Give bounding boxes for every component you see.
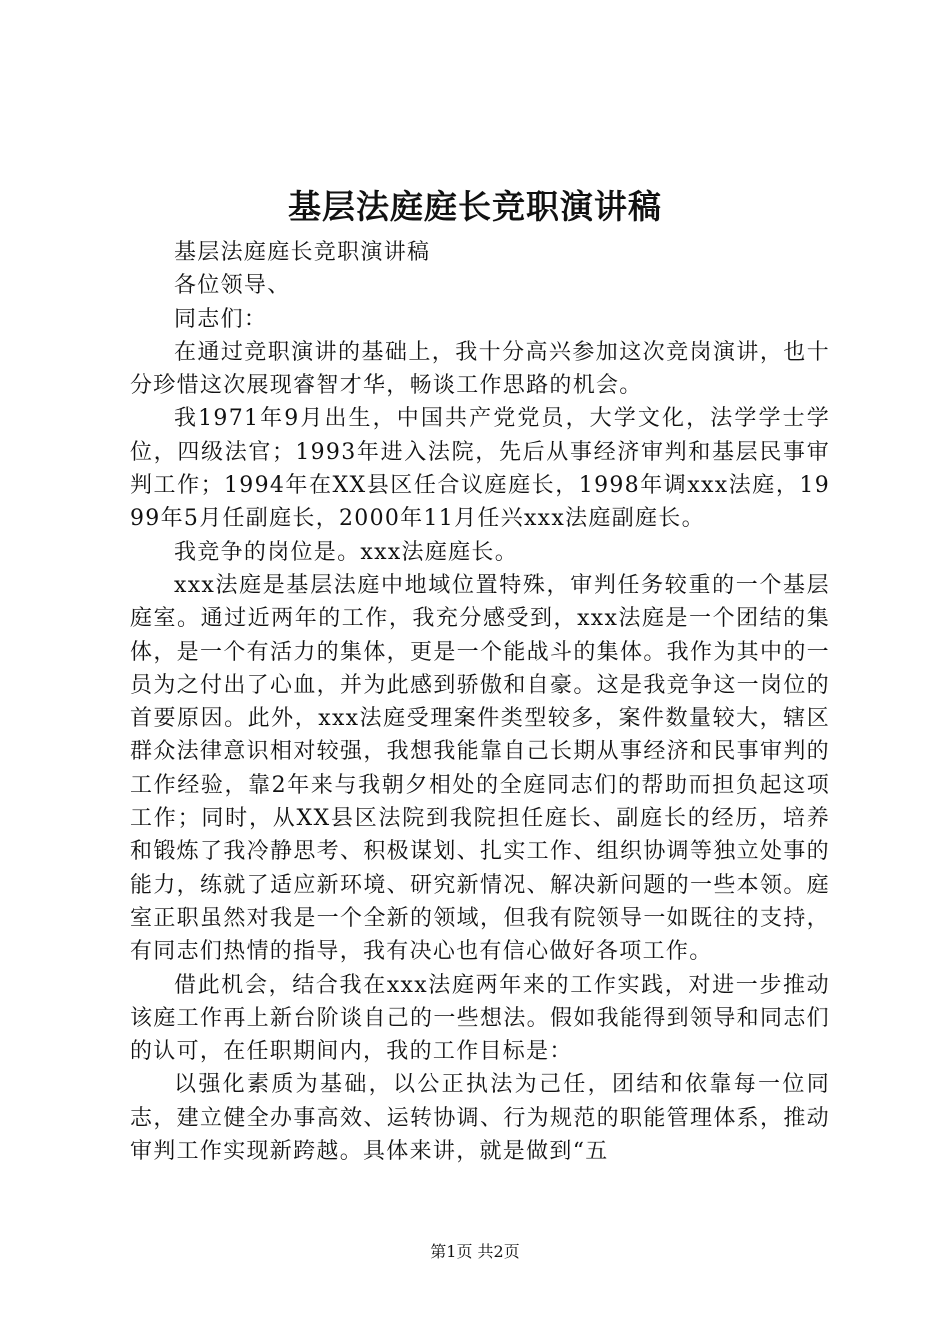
paragraph-position: 我竞争的岗位是。xxx法庭庭长。 <box>174 539 519 565</box>
paragraph-goals: 以强化素质为基础，以公正执法为己任，团结和依靠每一位同志，建立健全办事高效、运转协调、行为规范的职能管理体系，推动审判工作实现新跨越。具体来讲，就是做到“五 <box>130 1072 830 1165</box>
paragraph-ideas: 借此机会，结合我在xxx法庭两年来的工作实践，对进一步推动该庭工作再上新台阶谈自己的一些想法。假如我能得到领导和同志们的认可，在任职期间内，我的工作目标是： <box>130 972 830 1065</box>
document-title: 基层法庭庭长竞职演讲稿 <box>288 187 662 226</box>
page-number-footer: 第1页 共2页 <box>430 1242 520 1261</box>
paragraph-heading-repeat: 基层法庭庭长竞职演讲稿 <box>174 240 431 265</box>
paragraph-opening: 在通过竞职演讲的基础上，我十分高兴参加这次竞岗演讲，也十分珍惜这次展现睿智才华，畅谈工作思路的机会。 <box>130 339 830 399</box>
paragraph-reasons: xxx法庭是基层法庭中地域位置特殊，审判任务较重的一个基层庭室。通过近两年的工作，我充分感受到，xxx法庭是一个团结的集体，是一个有活力的集体，更是一个能战斗的集体。我作为其中的一员为之付出了心血，并为此感到骄傲和自豪。这是我竞争这一岗位的首要原因。此外，xxx法庭受理案件类型较多，案件数量较大，辖区群众法律意识相对较强，我想我能靠自己长期从事经济和民事审判的工作经验，靠2年来与我朝夕相处的全庭同志们的帮助而担负起这项工作；同时，从XX县区法院到我院担任庭长、副庭长的经历，培养和锻炼了我冷静思考、积极谋划、扎实工作、组织协调等独立处事的能力，练就了适应新环境、研究新情况、解决新问题的一些本领。庭室正职虽然对我是一个全新的领域，但我有院领导一如既往的支持，有同志们热情的指导，我有决心也有信心做好各项工作。 <box>130 572 830 965</box>
document-body <box>130 236 830 1168</box>
paragraph-salutation-leaders: 各位领导、 <box>174 273 291 299</box>
paragraph-background: 我1971年9月出生，中国共产党党员，大学文化，法学学士学位，四级法官；1993年进入法院，先后从事经济审判和基层民事审判工作；1994年在XX县区任合议庭庭长，1998年调xxx法庭，1999年5月任副庭长，2000年11月任兴xxx法庭副庭长。 <box>130 406 830 532</box>
paragraph-salutation-comrades: 同志们： <box>174 306 268 332</box>
